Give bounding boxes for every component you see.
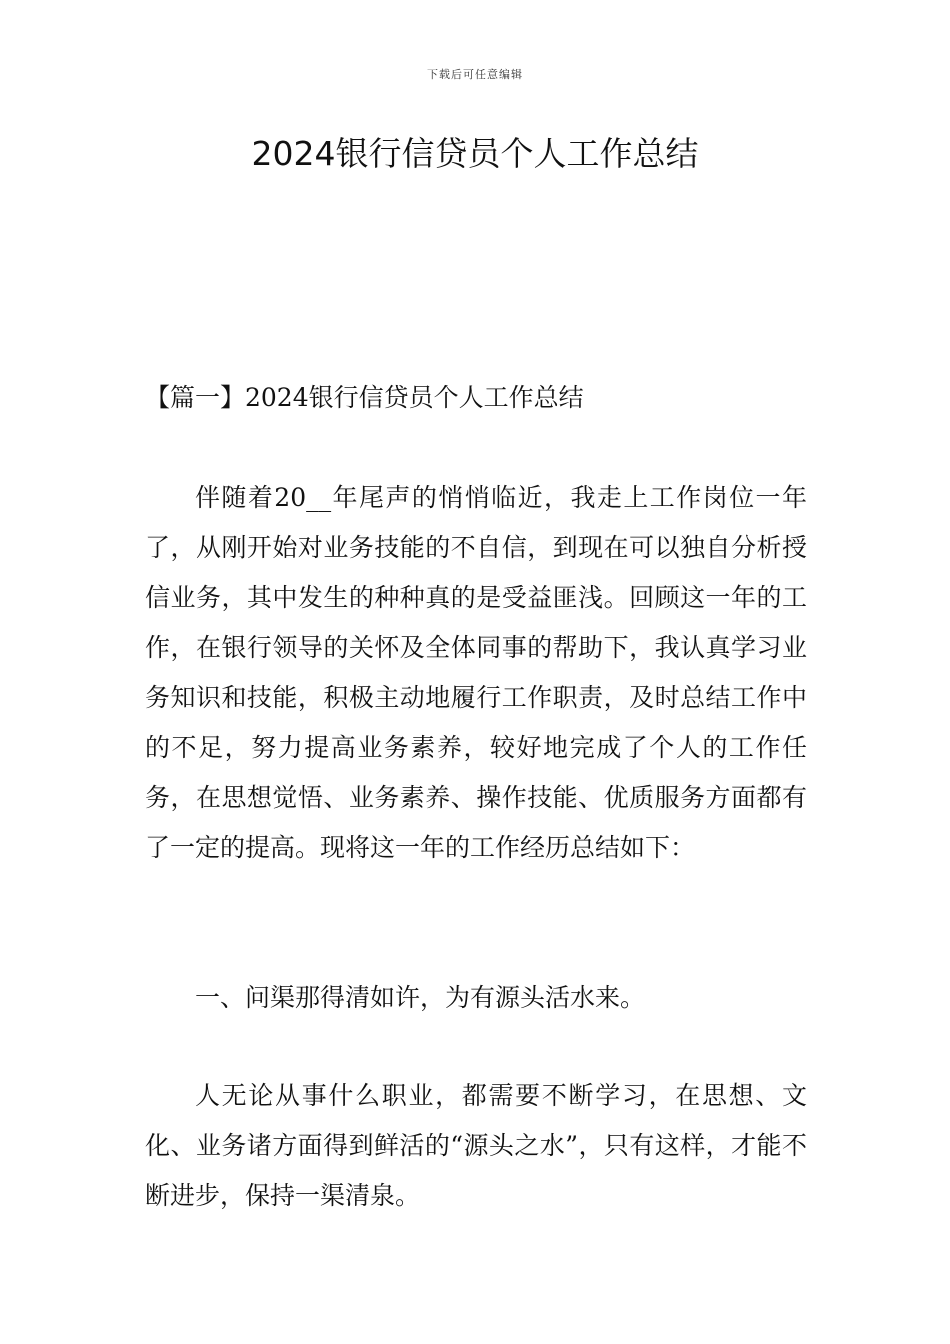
subheading: 一、问渠那得清如许，为有源头活水来。 [195, 983, 646, 1012]
section-heading: 【篇一】2024银行信贷员个人工作总结 [145, 383, 584, 412]
body-paragraph: 伴随着20__年尾声的悄悄临近，我走上工作岗位一年了，从刚开始对业务技能的不自信，到现在可以独自分析授信业务，其中发生的种种真的是受益匪浅。回顾这一年的工作，在银行领导的关怀及全体同事的帮助下，我认真学习业务知识和技能，积极主动地履行工作职责，及时总结工作中的不足，努力提高业务素养，较好地完成了个人的工作任务，在思想觉悟、业务素养、操作技能、优质服务方面都有了一定的提高。现将这一年的工作经历总结如下： [145, 483, 807, 862]
document-title: 2024银行信贷员个人工作总结 [251, 134, 699, 173]
body-paragraph: 人无论从事什么职业，都需要不断学习，在思想、文化、业务诸方面得到鲜活的“源头之水”，只有这样，才能不断进步，保持一渠清泉。 [145, 1081, 807, 1210]
header-note: 下载后可任意编辑 [427, 68, 523, 81]
